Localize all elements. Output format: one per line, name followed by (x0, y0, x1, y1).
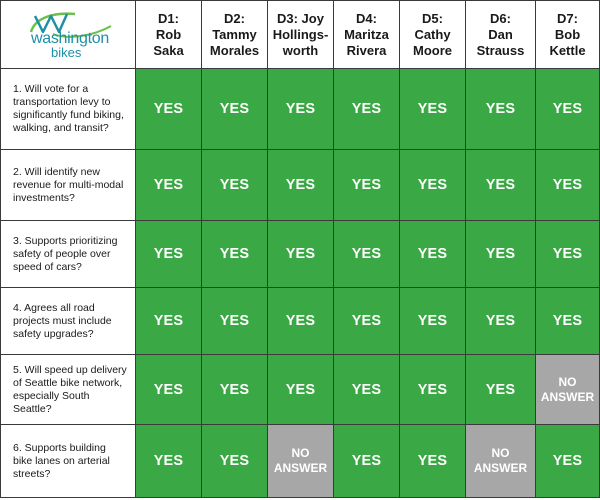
candidate-header: D1: Rob Saka (136, 0, 202, 69)
answer-yes: YES (334, 221, 400, 288)
answer-yes: YES (202, 425, 268, 498)
answer-yes: YES (400, 150, 466, 221)
question-cell: 4. Agrees all road projects must include safety upgrades? (0, 288, 136, 355)
answer-yes: YES (202, 69, 268, 150)
answer-yes: YES (334, 425, 400, 498)
answer-yes: YES (268, 288, 334, 355)
answer-yes: YES (202, 288, 268, 355)
answer-yes: YES (536, 425, 600, 498)
logo-text-bikes: bikes (51, 44, 82, 60)
answer-yes: YES (268, 69, 334, 150)
question-cell: 6. Supports building bike lanes on arterial streets? (0, 425, 136, 498)
answer-yes: YES (136, 288, 202, 355)
answer-yes: YES (202, 355, 268, 425)
answer-yes: YES (334, 355, 400, 425)
answer-yes: YES (536, 150, 600, 221)
answer-yes: YES (536, 221, 600, 288)
question-cell: 3. Supports prioritizing safety of people over speed of cars? (0, 221, 136, 288)
answer-yes: YES (466, 150, 536, 221)
answer-yes: YES (202, 150, 268, 221)
answer-yes: YES (400, 221, 466, 288)
answer-no-answer: NO ANSWER (536, 355, 600, 425)
candidate-header: D6: Dan Strauss (466, 0, 536, 69)
answer-yes: YES (400, 425, 466, 498)
answer-yes: YES (334, 150, 400, 221)
answer-yes: YES (536, 288, 600, 355)
question-cell: 1. Will vote for a transportation levy to significantly fund biking, walking, and transit? (0, 69, 136, 150)
answer-yes: YES (136, 69, 202, 150)
answer-yes: YES (136, 221, 202, 288)
answer-yes: YES (466, 355, 536, 425)
answer-yes: YES (400, 69, 466, 150)
answer-yes: YES (466, 221, 536, 288)
answer-yes: YES (536, 69, 600, 150)
answer-no-answer: NO ANSWER (268, 425, 334, 498)
candidate-header: D3: Joy Hollings- worth (268, 0, 334, 69)
answer-yes: YES (334, 288, 400, 355)
answer-yes: YES (268, 355, 334, 425)
candidate-header: D2: Tammy Morales (202, 0, 268, 69)
answer-yes: YES (136, 355, 202, 425)
answer-yes: YES (334, 69, 400, 150)
answer-yes: YES (400, 288, 466, 355)
answer-yes: YES (268, 150, 334, 221)
candidate-header: D4: Maritza Rivera (334, 0, 400, 69)
washington-bikes-logo (13, 10, 123, 60)
logo-cell (0, 0, 136, 69)
question-cell: 2. Will identify new revenue for multi-modal investments? (0, 150, 136, 221)
answer-yes: YES (202, 221, 268, 288)
answer-no-answer: NO ANSWER (466, 425, 536, 498)
candidate-header: D5: Cathy Moore (400, 0, 466, 69)
answer-yes: YES (268, 221, 334, 288)
answer-yes: YES (136, 425, 202, 498)
answer-yes: YES (136, 150, 202, 221)
logo-text-washington: washington (31, 29, 109, 47)
answer-yes: YES (466, 69, 536, 150)
candidate-header: D7: Bob Kettle (536, 0, 600, 69)
answer-yes: YES (400, 355, 466, 425)
answer-yes: YES (466, 288, 536, 355)
question-cell: 5. Will speed up delivery of Seattle bike network, especially South Seattle? (0, 355, 136, 425)
